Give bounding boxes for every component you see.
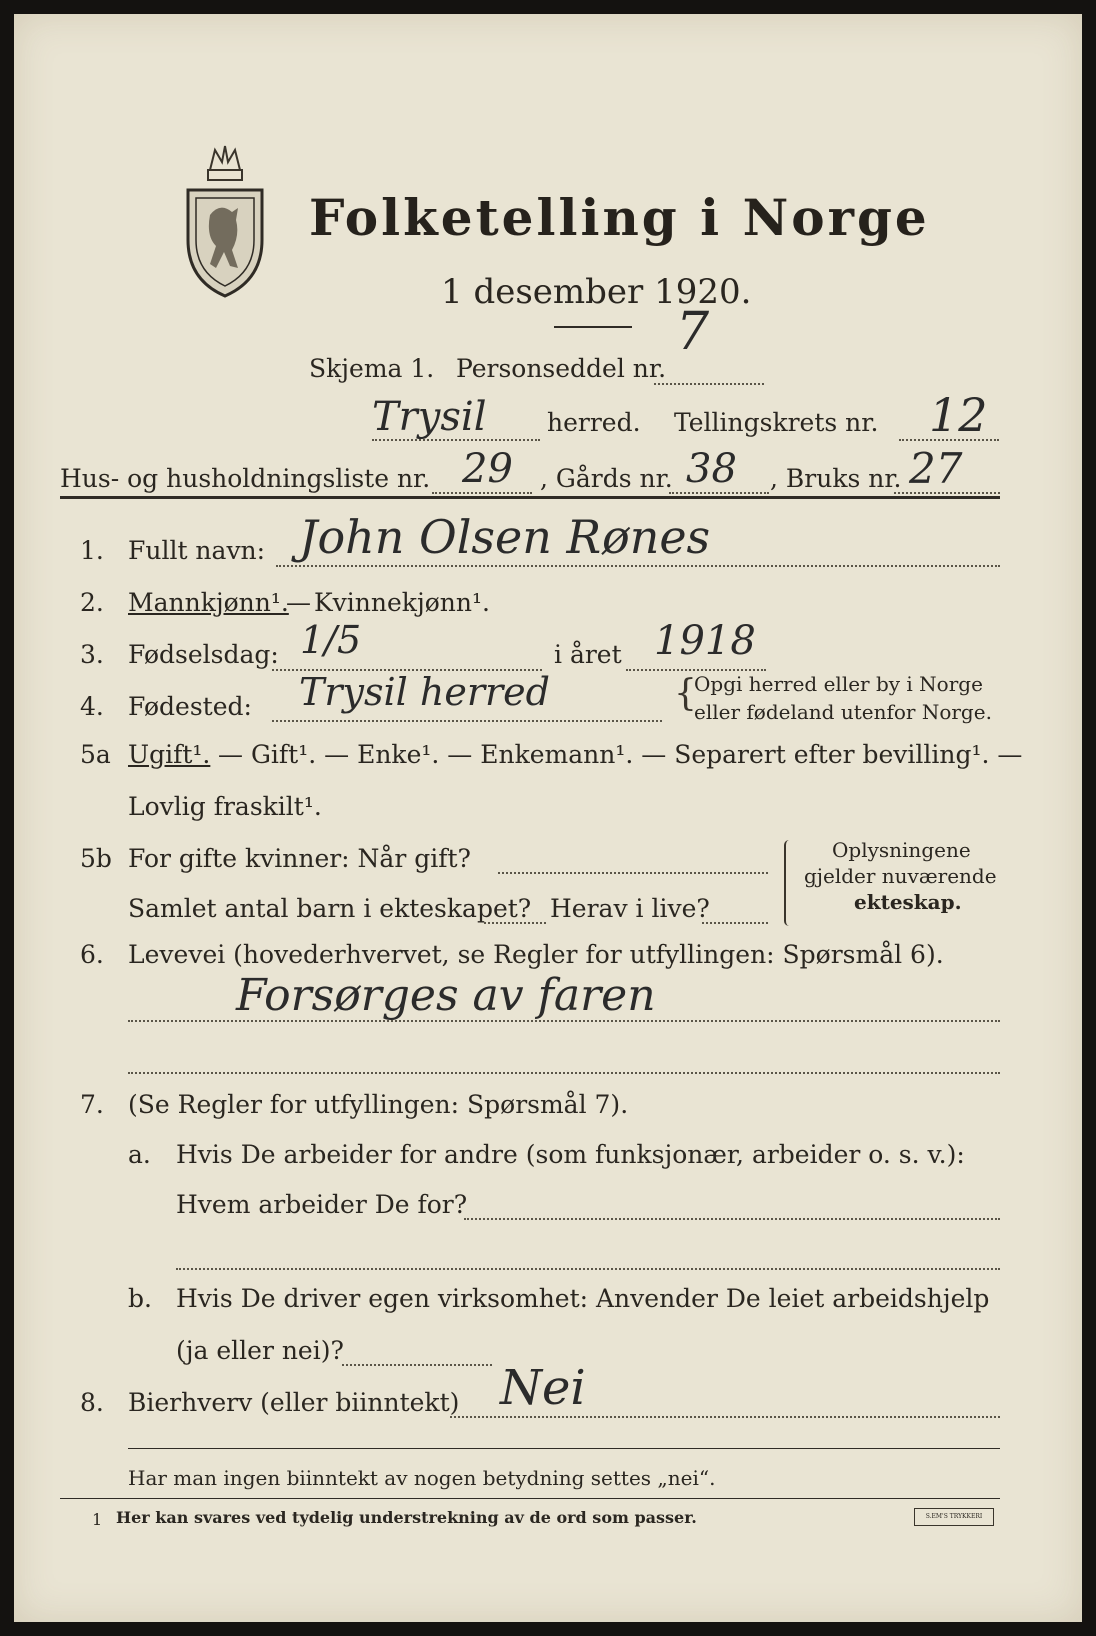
male-option: Mannkjønn¹. bbox=[128, 588, 289, 617]
gards-label: , Gårds nr. bbox=[540, 464, 673, 493]
q1-number: 1. bbox=[80, 536, 104, 565]
husliste-line bbox=[432, 492, 532, 494]
side-income-value: Nei bbox=[500, 1360, 586, 1416]
gards-line bbox=[669, 492, 769, 494]
occupation-value: Forsørges av faren bbox=[236, 970, 656, 1021]
female-option: Kvinnekjønn¹. bbox=[314, 588, 490, 617]
q5b-note-line2: gjelder nuværende bbox=[804, 864, 997, 888]
alive-line bbox=[702, 922, 768, 924]
alive-label: Herav i live? bbox=[550, 894, 710, 923]
herred-label: herred. bbox=[547, 408, 641, 437]
herred-value: Trysil bbox=[372, 394, 487, 440]
year-line bbox=[626, 669, 766, 671]
children-label: Samlet antal barn i ekteskapet? bbox=[128, 894, 532, 923]
q3-label: Fødselsdag: bbox=[128, 640, 279, 669]
footer-note: Har man ingen biinntekt av nogen betydning settes „nei“. bbox=[128, 1466, 716, 1490]
q3-number: 3. bbox=[80, 640, 104, 669]
q7a-line1: Hvis De arbeider for andre (som funksjonær, arbeider o. s. v.): bbox=[176, 1140, 965, 1169]
married-when-line bbox=[498, 872, 768, 874]
printer-stamp-text: S.EM'S TRYKKERI bbox=[925, 1513, 983, 1520]
q4-label: Fødested: bbox=[128, 692, 252, 721]
q4-note-line2: eller fødeland utenfor Norge. bbox=[694, 700, 992, 724]
q7-number: 7. bbox=[80, 1090, 104, 1119]
full-name-value: John Olsen Rønes bbox=[299, 510, 711, 564]
bruks-line bbox=[894, 492, 1000, 494]
footnote-text: Her kan svares ved tydelig understrekning av de ord som passer. bbox=[116, 1508, 697, 1527]
q5b-note-line3: ekteskap. bbox=[854, 890, 962, 914]
personseddel-line bbox=[654, 383, 764, 385]
divorced-option: Lovlig fraskilt¹. bbox=[128, 792, 322, 821]
birthplace-value: Trysil herred bbox=[299, 670, 550, 714]
birthplace-line bbox=[272, 720, 662, 722]
q5b-married-label: For gifte kvinner: Når gift? bbox=[128, 844, 471, 873]
header-divider bbox=[60, 496, 1000, 499]
q7a-letter: a. bbox=[128, 1140, 151, 1169]
census-form-page bbox=[14, 14, 1082, 1622]
q2-dash: — bbox=[286, 588, 311, 617]
q8-label: Bierhverv (eller biinntekt) bbox=[128, 1388, 460, 1417]
q5a-number: 5a bbox=[80, 740, 111, 769]
q1-line bbox=[276, 565, 1000, 567]
q4-brace: { bbox=[674, 673, 697, 714]
personseddel-label: Personseddel nr. bbox=[456, 354, 667, 383]
hired-help-line bbox=[342, 1364, 492, 1366]
q5b-number: 5b bbox=[80, 844, 112, 873]
q2-number: 2. bbox=[80, 588, 104, 617]
footnote-mark: 1 bbox=[92, 1510, 103, 1529]
marital-options: — Gift¹. — Enke¹. — Enkemann¹. — Separert efter bevilling¹. — bbox=[218, 740, 1023, 769]
husliste-value: 29 bbox=[462, 446, 513, 492]
bruks-value: 27 bbox=[909, 444, 963, 493]
q7b-line1: Hvis De driver egen virksomhet: Anvender De leiet arbeidshjelp bbox=[176, 1284, 990, 1313]
footer-divider bbox=[128, 1448, 1000, 1449]
printer-stamp bbox=[914, 1508, 994, 1526]
gards-value: 38 bbox=[686, 446, 737, 492]
tellingskrets-label: Tellingskrets nr. bbox=[674, 408, 879, 437]
norway-coat-of-arms-icon bbox=[180, 140, 270, 304]
census-date: 1 desember 1920. bbox=[441, 272, 752, 312]
q5b-bracket bbox=[784, 840, 794, 926]
skjema-label: Skjema 1. bbox=[309, 354, 435, 383]
q4-number: 4. bbox=[80, 692, 104, 721]
birthdate-value: 1/5 bbox=[300, 618, 362, 662]
q7a-line2: Hvem arbeider De for? bbox=[176, 1190, 468, 1219]
form-title: Folketelling i Norge bbox=[309, 188, 930, 247]
employer-line2 bbox=[176, 1268, 1000, 1270]
q6-number: 6. bbox=[80, 940, 104, 969]
unmarried-option: Ugift¹. bbox=[128, 740, 211, 769]
q7-label: (Se Regler for utfyllingen: Spørsmål 7). bbox=[128, 1090, 629, 1119]
tellingskrets-line bbox=[899, 439, 999, 441]
year-label: i året bbox=[554, 640, 622, 669]
q1-label: Fullt navn: bbox=[128, 536, 266, 565]
handwritten-number: 7 bbox=[676, 302, 710, 362]
q7b-line2: (ja eller nei)? bbox=[176, 1336, 344, 1365]
birth-year-value: 1918 bbox=[654, 618, 756, 664]
q5b-note-line1: Oplysningene bbox=[832, 838, 971, 862]
q4-note-line1: Opgi herred eller by i Norge bbox=[694, 672, 983, 696]
tellingskrets-value: 12 bbox=[929, 388, 988, 442]
bruks-label: , Bruks nr. bbox=[770, 464, 902, 493]
q8-number: 8. bbox=[80, 1388, 104, 1417]
children-line bbox=[484, 922, 546, 924]
employer-line1 bbox=[464, 1218, 1000, 1220]
title-divider bbox=[554, 326, 632, 328]
footnote-divider bbox=[60, 1498, 1000, 1499]
herred-line bbox=[372, 439, 540, 441]
q6-label: Levevei (hovederhvervet, se Regler for utfyllingen: Spørsmål 6). bbox=[128, 940, 944, 969]
q7b-letter: b. bbox=[128, 1284, 152, 1313]
husliste-label: Hus- og husholdningsliste nr. bbox=[60, 464, 431, 493]
occupation-line2 bbox=[128, 1072, 1000, 1074]
side-income-line bbox=[450, 1416, 1000, 1418]
occupation-line1 bbox=[128, 1020, 1000, 1022]
